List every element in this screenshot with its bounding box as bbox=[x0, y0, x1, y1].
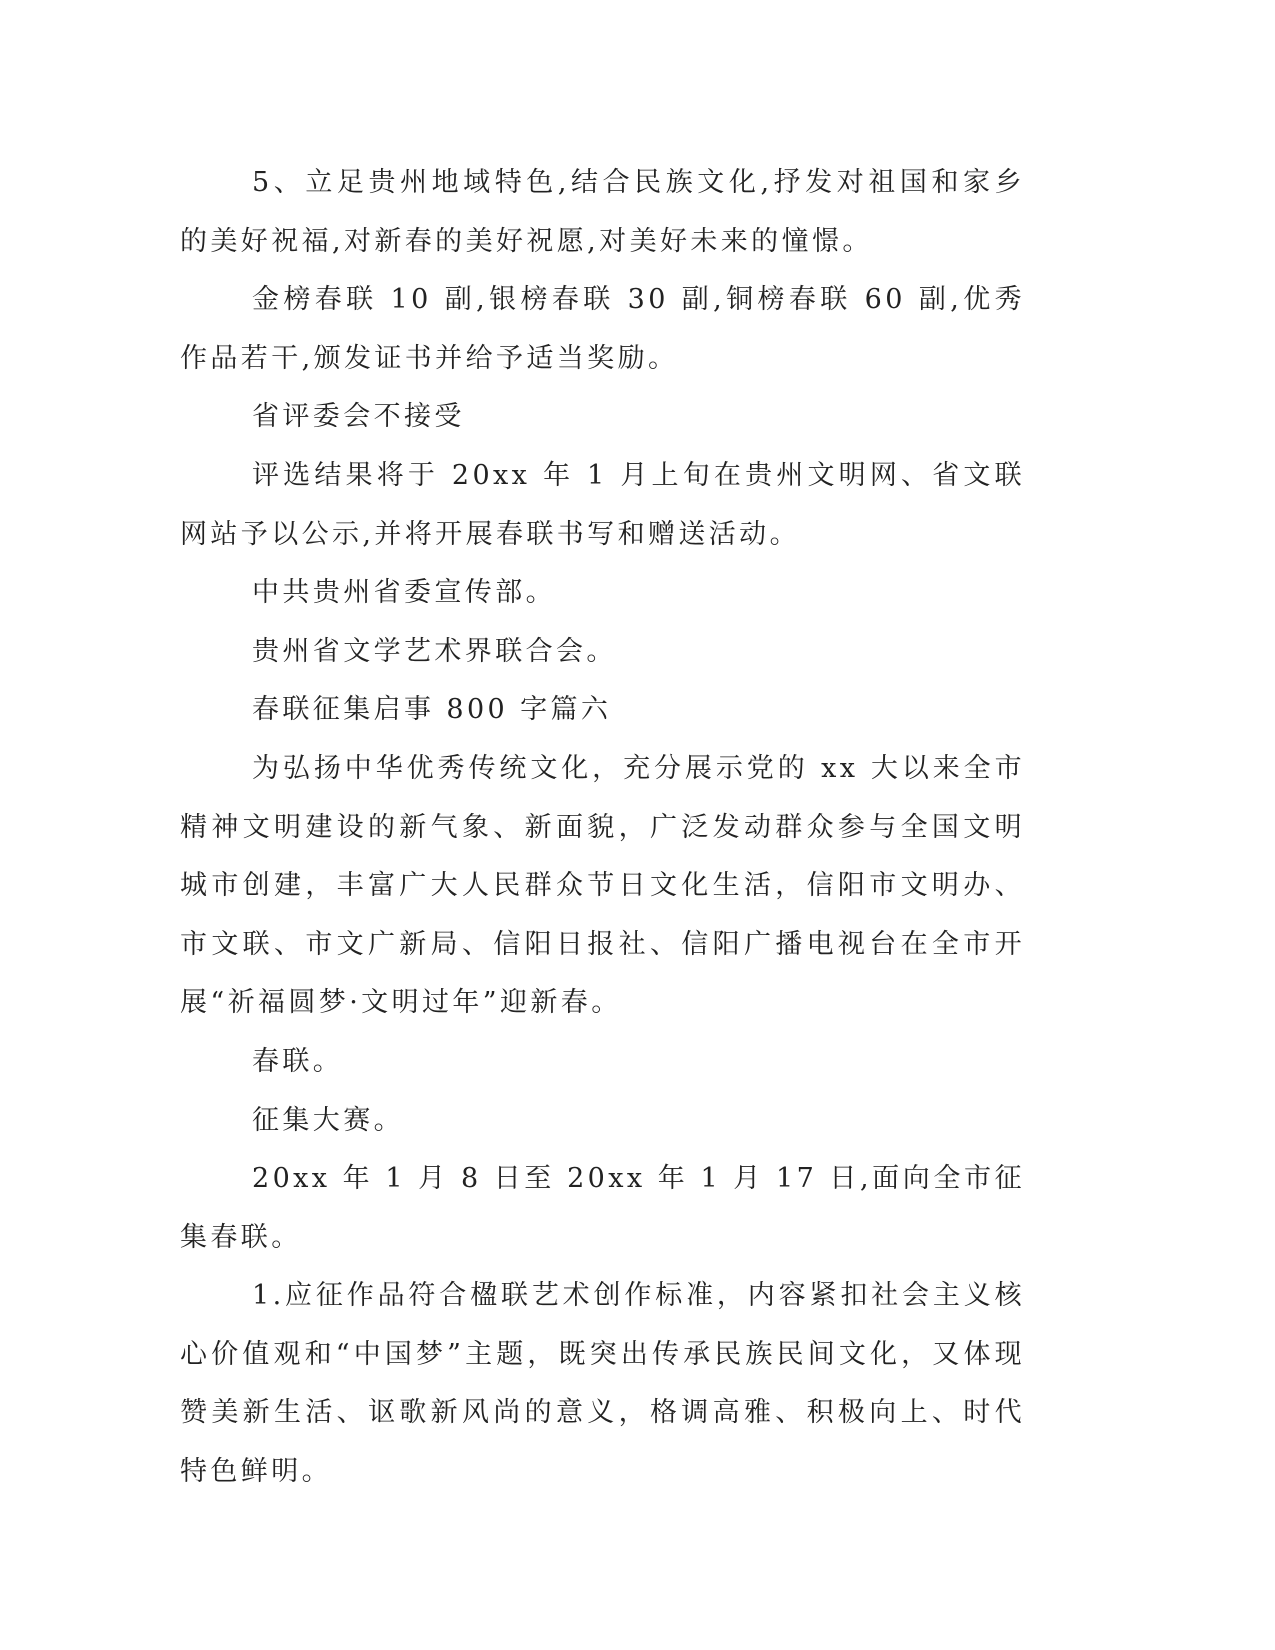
paragraph-guizhou-features: 5、立足贵州地域特色,结合民族文化,抒发对祖国和家乡的美好祝福,对新春的美好祝愿,对美好未来的憧憬。 bbox=[180, 167, 1025, 257]
paragraph-requirements: 1.应征作品符合楹联艺术创作标准，内容紧扣社会主义核心价值观和“中国梦”主题，既突出传承民族民间文化，又体现赞美新生活、讴歌新风尚的意义，格调高雅、积极向上、时代特色鲜明。 bbox=[180, 1280, 1025, 1488]
paragraph-organizer-federation: 贵州省文学艺术界联合会。 bbox=[252, 635, 617, 667]
paragraph-intro: 为弘扬中华优秀传统文化，充分展示党的 xx 大以来全市精神文明建设的新气象、新面貌，广泛发动群众参与全国文明城市创建，丰富广大人民群众节日文化生活，信阳市文明办、市文联、市文广新局、信阳日报社、信阳广播电视台在全市开展“祈福圆梦·文明过年”迎新春。 bbox=[180, 752, 1025, 1019]
paragraph-committee-note: 省评委会不接受 bbox=[252, 401, 465, 433]
paragraph-contest: 征集大赛。 bbox=[252, 1104, 404, 1136]
paragraph-results-announcement: 评选结果将于 20xx 年 1 月上旬在贵州文明网、省文联网站予以公示,并将开展春联书写和赠送活动。 bbox=[180, 459, 1025, 550]
paragraph-awards: 金榜春联 10 副,银榜春联 30 副,铜榜春联 60 副,优秀作品若干,颁发证书并给予适当奖励。 bbox=[180, 284, 1025, 374]
document-body bbox=[180, 154, 1025, 1502]
paragraph-spring-couplets: 春联。 bbox=[252, 1045, 344, 1077]
paragraph-dates: 20xx 年 1 月 8 日至 20xx 年 1 月 17 日,面向全市征集春联。 bbox=[180, 1163, 1025, 1253]
paragraph-organizer-propaganda: 中共贵州省委宣传部。 bbox=[252, 577, 556, 609]
section-heading: 春联征集启事 800 字篇六 bbox=[252, 694, 612, 726]
